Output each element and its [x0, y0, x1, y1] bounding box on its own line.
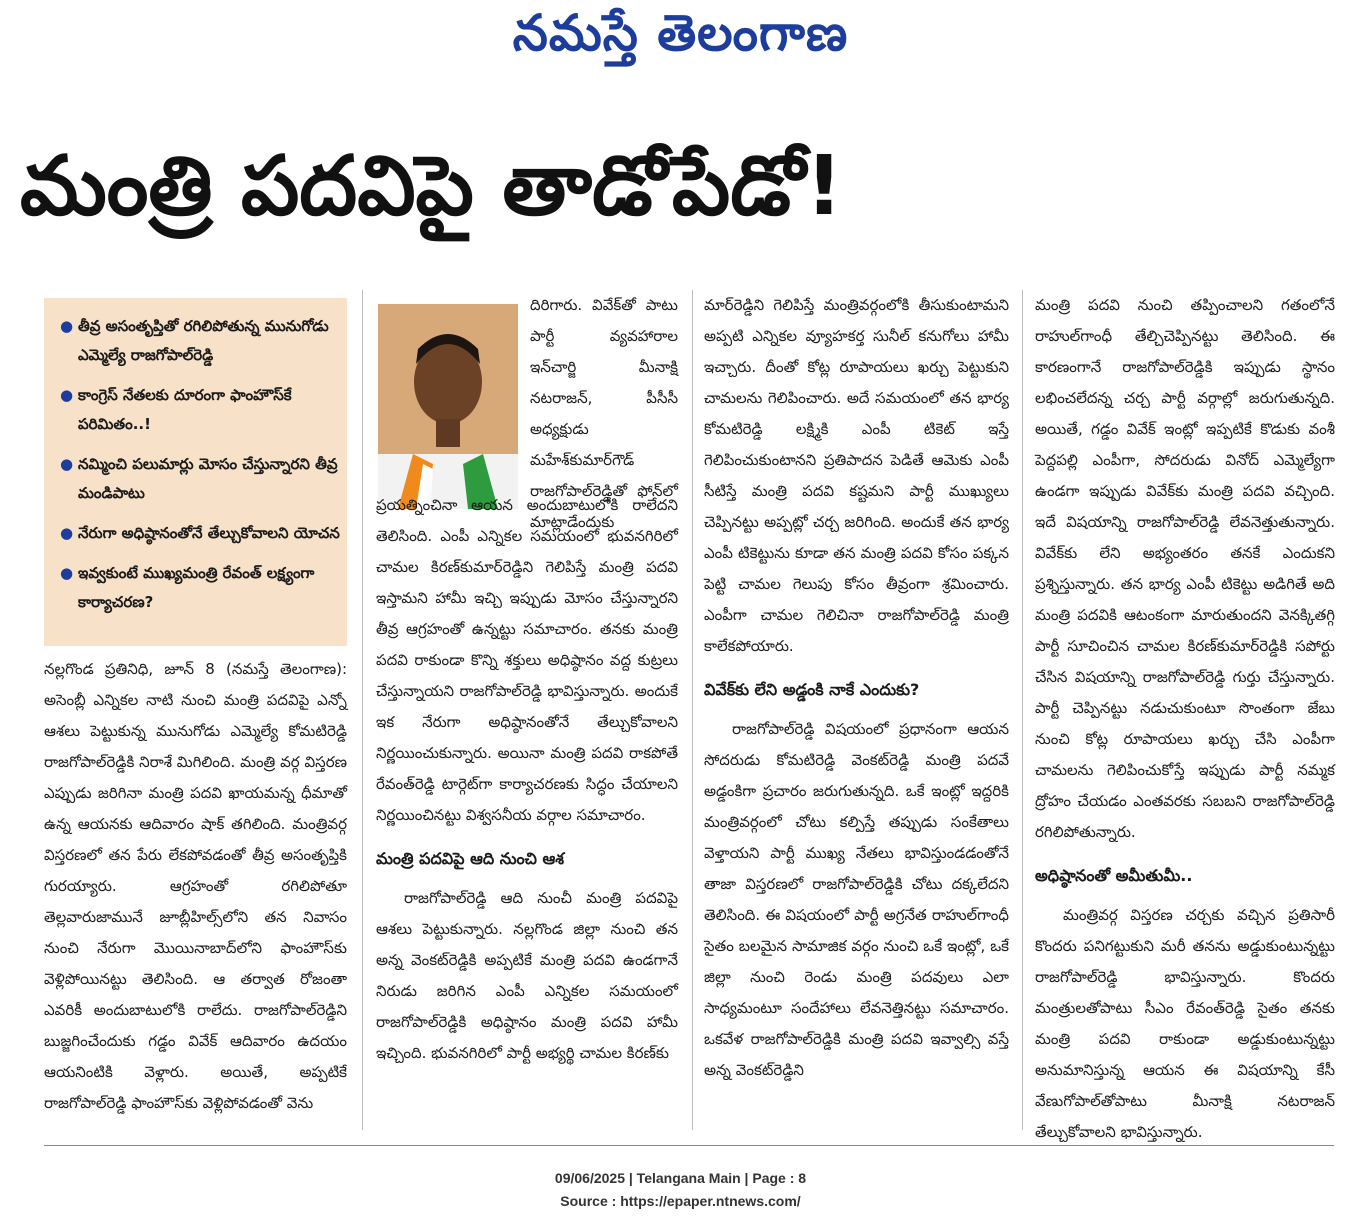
masthead-title: నమస్తే తెలంగాణ	[512, 4, 849, 62]
footer-source[interactable]: Source : https://epaper.ntnews.com/	[560, 1193, 801, 1209]
paragraph: ప్రయత్నించినా ఆయన అందుబాటులోకి రాలేదని తెలిసింది. ఎంపీ ఎన్నికల సమయంలో భువనగిరిలో చామల కిరణ్‌కుమార్‌రెడ్డిని గెలిపిస్తే మంత్రి పదవి ఇస్తామని హామీ ఇచ్చి ఇప్పుడు మోసం చేస్తున్నారని తీవ్ర ఆగ్రహంతో ఉన్నట్టు సమాచారం. తనకు మంత్రి పదవి రాకుండా కొన్ని శక్తులు అధిష్ఠానం వద్ద కుట్రలు చేస్తున్నాయని రాజగోపాల్‌రెడ్డి భావిస్తున్నారు. అందుకే ఇక నేరుగా అధిష్ఠానంతోనే తేల్చుకోవాలని నిర్ణయించుకున్నారు. అయినా మంత్రి పదవి రాకపోతే రేవంత్‌రెడ్డి టార్గెట్‌గా కార్యాచరణకు సిద్ధం చేయాలని నిర్ణయించినట్టు విశ్వసనీయ వర్గాల సమాచారం.	[376, 496, 678, 824]
bullet-icon: ●	[60, 455, 74, 473]
article-column-1	[44, 654, 347, 1119]
paragraph: రాజగోపాల్‌రెడ్డి ఆది నుంచీ మంత్రి పదవిపై ఆశలు పెట్టుకున్నారు. నల్లగొండ జిల్లా నుంచి తన అన్న వెంకట్‌రెడ్డికి అప్పటికే మంత్రి పదవి ఉండగానే నిరుడు జరిగిన ఎంపీ ఎన్నికల సమయంలో రాజగోపాల్‌రెడ్డికి అధిష్ఠానం మంత్రి పదవి హామీ ఇచ్చింది. భువనగిరిలో పార్టీ అభ్యర్థి చామల కిరణ్‌కు	[376, 889, 678, 1062]
subheading: వివేక్‌కు లేని అడ్డంకి నాకే ఎందుకు?	[704, 680, 920, 699]
highlight-item: ● ఇవ్వకుంటే ముఖ్యమంత్రి రేవంత్‌ లక్ష్యంగా కార్యాచరణ?	[58, 559, 341, 617]
paragraph: రాజగోపాల్‌రెడ్డి విషయంలో ప్రధానంగా ఆయన సోదరుడు కోమటిరెడ్డి వెంకట్‌రెడ్డి మంత్రి పదవే అడ్డంకిగా ప్రచారం జరుగుతున్నది. ఒకే ఇంట్లో ఇద్దరికి మంత్రివర్గంలో చోటు కల్పిస్తే తప్పుడు సంకేతాలు వెళ్తాయని పార్టీ ముఖ్య నేతలు భావిస్తుండడంతోనే తాజా విస్తరణలో రాజగోపాల్‌రెడ్డికి చోటు దక్కలేదని తెలిసింది. ఈ విషయంలో పార్టీ అగ్రనేత రాహుల్‌గాంధీ సైతం బలమైన సామాజిక వర్గం నుంచి ఒకే ఇంట్లో, ఒకే జిల్లా నుంచి రెండు మంత్రి పదవులు ఎలా సాధ్యమంటూ సందేహాలు లేవనెత్తినట్టు సమాచారం. ఒకవేళ రాజగోపాల్‌రెడ్డికి మంత్రి పదవి ఇవ్వాల్సి వస్తే అన్న వెంకట్‌రెడ్డిని	[704, 720, 1009, 1079]
highlight-item: ● కాంగ్రెస్‌ నేతలకు దూరంగా ఫాంహౌస్‌కే పరిమితం..!	[58, 381, 341, 439]
highlight-item: ● నేరుగా అధిష్ఠానంతోనే తేల్చుకోవాలని యోచన	[58, 519, 341, 548]
paragraph: దిరిగారు. వివేక్‌తో పాటు పార్టీ వ్యవహారాల ఇన్‌చార్జి మీనాక్షి నటరాజన్‌, పీసీసీ అధ్యక్షుడు మహేశ్‌కుమార్‌గౌడ్‌ రాజగోపాల్‌రెడ్డితో ఫోన్‌లో మాట్లాడేందుకు	[530, 296, 678, 531]
highlight-item: ● తీవ్ర అసంతృప్తితో రగిలిపోతున్న మునుగోడు ఎమ్మెల్యే రాజగోపాల్‌రెడ్డి	[58, 312, 341, 370]
subheading: అధిష్ఠానంతో అమీతుమీ..	[1035, 866, 1193, 885]
paragraph: నల్లగొండ ప్రతినిధి, జూన్‌ 8 (నమస్తే తెలంగాణ): అసెంబ్లీ ఎన్నికల నాటి నుంచి మంత్రి పదవిపై ఎన్నో ఆశలు పెట్టుకున్న మునుగోడు ఎమ్మెల్యే కోమటిరెడ్డి రాజగోపాల్‌రెడ్డికి నిరాశే మిగిలింది. మంత్రి వర్గ విస్తరణ ఎప్పుడు జరిగినా మంత్రి పదవి ఖాయమన్న ధీమాతో ఉన్న ఆయనకు ఆదివారం షాక్‌ తగిలింది. మంత్రివర్గ విస్తరణలో తన పేరు లేకపోవడంతో తీవ్ర అసంతృప్తికి గురయ్యారు. ఆగ్రహంతో రగిలిపోతూ తెల్లవారుజామునే జూబ్లీహిల్స్‌లోని తన నివాసం నుంచి నేరుగా మొయినాబాద్‌లోని ఫాంహౌస్‌కు వెళ్లిపోయినట్టు తెలిసింది. ఆ తర్వాత రోజంతా ఎవరికీ అందుబాటులోకి రాలేదు. రాజగోపాల్‌రెడ్డిని బుజ్జగించేందుకు గడ్డం వివేక్‌ ఆదివారం ఉదయం ఆయనింటికి వెళ్లారు. అయితే, అప్పటికే రాజగోపాల్‌రెడ్డి ఫాంహౌస్‌కు వెళ్లిపోవడంతో వెను	[44, 660, 347, 1112]
article-column-4	[1035, 290, 1335, 1148]
highlights-box	[44, 298, 347, 646]
masthead	[0, 4, 1361, 74]
portrait-photo	[378, 304, 518, 509]
bullet-icon: ●	[60, 564, 74, 582]
portrait-illustration	[378, 304, 518, 509]
paragraph: మంత్రివర్గ విస్తరణ చర్చకు వచ్చిన ప్రతిసారీ కొందరు పనిగట్టుకుని మరీ తనను అడ్డుకుంటున్నట్టు రాజగోపాల్‌రెడ్డి భావిస్తున్నారు. కొందరు మంత్రులతోపాటు సీఎం రేవంత్‌రెడ్డి సైతం తనకు మంత్రి పదవి రాకుండా అడ్డుకుంటున్నట్టు అనుమానిస్తున్న ఆయన ఈ విషయాన్ని కేసీ వేణుగోపాల్‌తోపాటు మీనాక్షి నటరాజన్‌ తేల్చుకోవాలని భావిస్తున్నారు.	[1035, 906, 1335, 1141]
column-divider	[362, 290, 363, 1130]
bullet-icon: ●	[60, 317, 74, 335]
subheading: మంత్రి పదవిపై ఆది నుంచి ఆశ	[376, 849, 565, 868]
paragraph: మార్‌రెడ్డిని గెలిపిస్తే మంత్రివర్గంలోకి తీసుకుంటామని అప్పటి ఎన్నికల వ్యూహకర్త సునీల్‌ కనుగోలు హామీ ఇచ్చారు. దీంతో కోట్ల రూపాయలు ఖర్చు పెట్టుకుని చామలను గెలిపించారు. అదే సమయంలో తన భార్య కోమటిరెడ్డి లక్ష్మికి ఎంపీ టికెట్‌ ఇస్తే గెలిపించుకుంటానని ప్రతిపాదన పెడితే ఆమెకు ఎంపీ సీటిస్తే మంత్రి పదవి కష్టమని పార్టీ ముఖ్యులు చెప్పినట్టు అప్పట్లో చర్చ జరిగింది. అందుకే తన భార్య ఎంపీ టికెట్టును కూడా తన మంత్రి పదవి కోసం పక్కన పెట్టి చామల గెలుపు కోసం తీవ్రంగా శ్రమించారు. ఎంపీగా చామల గెలిచినా రాజగోపాల్‌రెడ్డి మంత్రి కాలేకపోయారు.	[704, 296, 1009, 655]
bullet-icon: ●	[60, 386, 74, 404]
footer-date-page: 09/06/2025 | Telangana Main | Page : 8	[554, 1170, 807, 1186]
article-column-3	[704, 290, 1009, 1086]
bottom-rule	[44, 1145, 1334, 1146]
paragraph: మంత్రి పదవి నుంచి తప్పించాలని గతంలోనే రాహుల్‌గాంధీ తేల్చిచెప్పినట్టు తెలిసింది. ఈ కారణంగానే రాజగోపాల్‌రెడ్డికి ఇప్పుడు స్థానం లభించలేదన్న చర్చ పార్టీ వర్గాల్లో జరుగుతున్నది. అయితే, గడ్డం వివేక్‌ ఇంట్లో ఇప్పటికే కొడుకు వంశీ పెద్దపల్లి ఎంపీగా, సోదరుడు వినోద్‌ ఎమ్మెల్యేగా ఉండగా ఇప్పుడు వివేక్‌కు మంత్రి పదవి వచ్చింది. ఇదే విషయాన్ని రాజగోపాల్‌రెడ్డి లేవనెత్తుతున్నారు. వివేక్‌కు లేని అభ్యంతరం తనకే ఎందుకని ప్రశ్నిస్తున్నారు. తన భార్య ఎంపీ టికెట్టు అడిగితే అది మంత్రి పదవికి ఆటంకంగా మారుతుందని వెనక్కితగ్గి పార్టీ సూచించిన చామల కిరణ్‌కుమార్‌రెడ్డికి సపోర్టు చేసిన విషయాన్ని రాజగోపాల్‌రెడ్డి గుర్తు చేస్తున్నారు. పార్టీ చెప్పినట్టు నడుచుకుంటూ సొంతంగా జేబు నుంచి కోట్ల రూపాయలు ఖర్చు చేసి ఎంపీగా చామలను గెలిపించుకోస్తే ఇప్పుడు పార్టీ నమ్మక ద్రోహం చేయడం ఎంతవరకు సబబని రాజగోపాల్‌రెడ్డి రగిలిపోతున్నారు.	[1035, 296, 1335, 841]
article-column-2	[376, 490, 678, 1069]
bullet-icon: ●	[60, 524, 74, 542]
headline: మంత్రి పదవిపై తాడోపేడో!	[20, 139, 843, 234]
highlight-item: ● నమ్మించి పలుమార్లు మోసం చేస్తున్నారని తీవ్ర మండిపాటు	[58, 450, 341, 508]
column-divider	[692, 290, 693, 1130]
column-divider	[1022, 290, 1023, 1130]
